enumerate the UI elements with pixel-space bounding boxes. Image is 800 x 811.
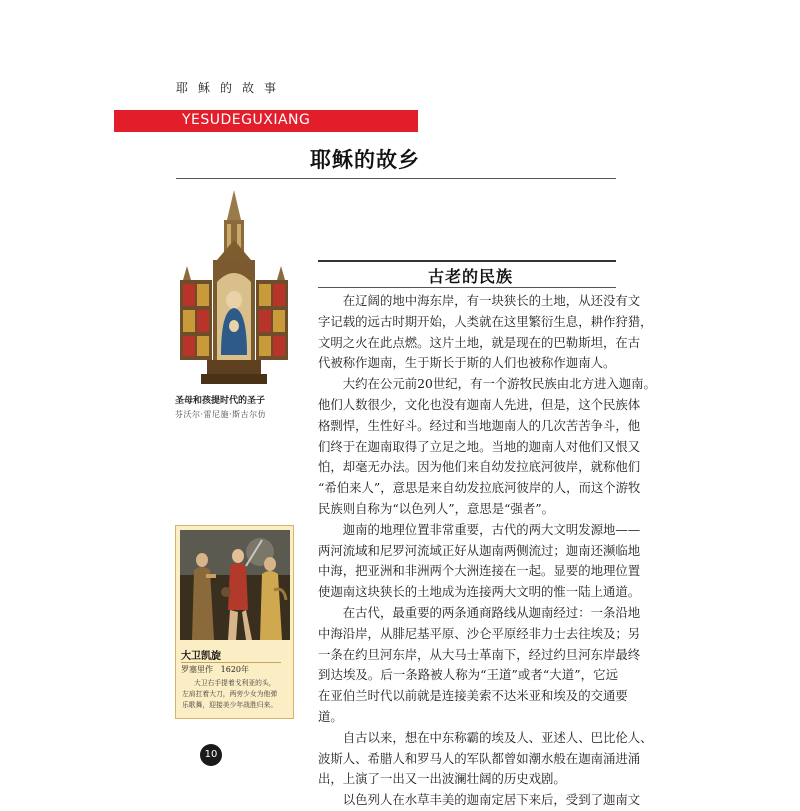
altarpiece-image [177, 190, 291, 386]
body-line: 自古以来，想在中东称霸的埃及人、亚述人、巴比伦人、 [318, 729, 653, 745]
body-line: “希伯来人”，意思是来自幼发拉底河彼岸的人，而这个游牧 [318, 480, 641, 496]
figure2-year: 1620年 [220, 665, 249, 674]
body-line: 中海沿岸，从腓尼基平原、沙仑平原经非力士去往埃及；另 [318, 625, 641, 641]
page-number: 10 [200, 744, 222, 766]
figure2-artist: 罗塞里作 [181, 665, 213, 674]
body-line: 两河流域和尼罗河流域正好从迦南两侧流过；迦南还濒临地 [318, 542, 641, 558]
body-line: 怕，却毫无办法。因为他们来自幼发拉底河彼岸，就称他们 [318, 459, 641, 475]
body-line: 大约在公元前20世纪，有一个游牧民族由北方进入迦南。 [318, 376, 656, 392]
chapter-title: 耶稣的故乡 [310, 147, 420, 172]
body-line: 以色列人在水草丰美的迦南定居下来后，受到了迦南文 [318, 792, 641, 808]
body-line: 一条在约旦河东岸，从大马士革南下，经过约旦河东岸最终 [318, 646, 641, 662]
body-line: 民族则自称为“以色列人”，意思是“强者”。 [318, 500, 554, 516]
figure2-divider [181, 662, 281, 663]
body-line: 波斯人、希腊人和罗马人的军队都曾如潮水般在迦南涌进涌 [318, 750, 641, 766]
article-body [318, 291, 656, 811]
figure2-desc-line: 大卫右手提着戈利亚的头， [194, 679, 276, 687]
figure2-desc-line: 左肩扛着大刀，两旁少女为他弹 [182, 690, 278, 698]
figure2-desc-line: 乐歌舞，迎接美少年战胜归来。 [182, 701, 278, 709]
body-line: 在亚伯兰时代以前就是连接美索不达米亚和埃及的交通要 [318, 688, 628, 704]
section-title: 古老的民族 [428, 267, 514, 286]
banner-text: YESUDEGUXIANG [182, 112, 311, 128]
figure1-title: 圣母和孩提时代的圣子 [175, 396, 266, 406]
body-line: 到达埃及。后一条路被人称为“王道”或者“大道”，它远 [318, 667, 618, 683]
section-divider [318, 287, 616, 288]
section-heading [318, 260, 616, 288]
figure2-meta [181, 664, 249, 675]
body-line: 道。 [318, 708, 343, 724]
body-line: 在辽阔的地中海东岸，有一块狭长的土地，从还没有文 [318, 293, 641, 308]
body-line: 文明之火在此点燃。这片土地，就是现在的巴勒斯坦，在古 [318, 334, 641, 350]
david-triumph-painting [180, 530, 290, 640]
body-line: 们终于在迦南取得了立足之地。当地的迦南人对他们又恨又 [318, 438, 641, 454]
figure2-description [182, 678, 290, 711]
figure1-artist: 芬沃尔·雷尼施·斯古尔仿 [175, 410, 267, 419]
chapter-divider [176, 178, 616, 179]
body-line: 格剽悍，生性好斗。经过和当地迦南人的几次苦苦争斗，他 [318, 417, 641, 433]
body-line: 使迦南这块狭长的土地成为连接两大文明的惟一陆上通道。 [318, 584, 641, 600]
body-line: 字记载的远古时期开始，人类就在这里繁衍生息，耕作狩猎， [318, 313, 653, 329]
header-banner [114, 110, 418, 132]
body-line: 迦南的地理位置非常重要，古代的两大文明发源地—— [318, 521, 641, 537]
body-line: 中海，把亚洲和非洲两个大洲连接在一起。显要的地理位置 [318, 563, 641, 579]
figure2-title: 大卫凯旋 [181, 651, 221, 662]
body-line: 在古代，最重要的两条通商路线从迦南经过：一条沿地 [318, 604, 641, 620]
body-line: 他们人数很少，文化也没有迦南人先进，但是，这个民族体 [318, 396, 641, 412]
running-title: 耶稣的故事 [176, 81, 287, 95]
body-line: 出，上演了一出又一出波澜壮阔的历史戏剧。 [318, 771, 566, 787]
body-line: 代被称作迦南，生于斯长于斯的人们也被称作迦南人。 [318, 355, 616, 371]
figure2-sidebar [175, 525, 294, 719]
